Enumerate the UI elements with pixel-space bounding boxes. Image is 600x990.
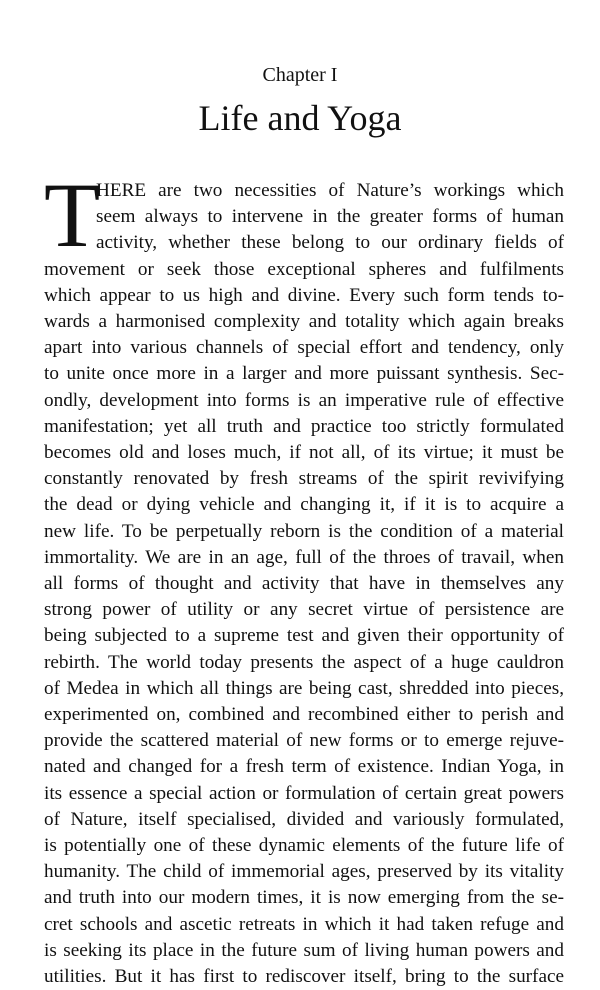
text-line: apart into various channels of special effort and tendency, only: [44, 337, 564, 359]
text-line: to unite once more in a larger and more puissant synthesis. Sec-: [44, 363, 564, 385]
text-line: HERE are two necessities of Nature’s workings which: [96, 180, 564, 201]
body-paragraph: [44, 164, 564, 990]
text-line: new life. To be perpetually reborn is the condition of a material: [44, 520, 564, 542]
text-line: nated and changed for a fresh term of existence. Indian Yoga, in: [44, 756, 564, 778]
text-line: ondly, development into forms is an imperative rule of effective: [44, 389, 564, 411]
text-line: which appear to us high and divine. Every such form tends to-: [44, 284, 564, 306]
text-line: humanity. The child of immemorial ages, preserved by its vitality: [44, 861, 564, 883]
text-line: utilities. But it has first to rediscover itself, bring to the surface: [44, 966, 564, 988]
chapter-label: Chapter I: [262, 64, 338, 86]
text-line: is potentially one of these dynamic elements of the future life of: [44, 835, 564, 857]
drop-cap: T: [44, 164, 101, 266]
text-line: manifestation; yet all truth and practice too strictly formulated: [44, 415, 564, 437]
text-line: immortality. We are in an age, full of the throes of travail, when: [44, 546, 564, 568]
text-line: strong power of utility or any secret virtue of persistence are: [44, 599, 564, 621]
text-line: its essence a special action or formulation of certain great powers: [44, 782, 564, 804]
text-line: of Medea in which all things are being cast, shredded into pieces,: [44, 677, 564, 699]
text-line: and truth into our modern times, it is now emerging from the se-: [44, 887, 564, 909]
text-line: all forms of thought and activity that have in themselves any: [44, 573, 564, 595]
text-line: of Nature, itself specialised, divided and variously formulated,: [44, 808, 564, 830]
text-line: seem always to intervene in the greater forms of human: [96, 206, 564, 228]
text-line: rebirth. The world today presents the aspect of a huge cauldron: [44, 651, 564, 673]
text-line: becomes old and loses much, if not all, of its virtue; it must be: [44, 442, 564, 464]
text-line: constantly renovated by fresh streams of the spirit revivifying: [44, 468, 564, 490]
text-line: cret schools and ascetic retreats in which it had taken refuge and: [44, 913, 564, 935]
text-line: wards a harmonised complexity and totality which again breaks: [44, 311, 564, 333]
text-line: movement or seek those exceptional spheres and fulfilments: [44, 258, 564, 280]
text-line: being subjected to a supreme test and given their opportunity of: [44, 625, 564, 647]
text-line: the dead or dying vehicle and changing it, if it is to acquire a: [44, 494, 564, 516]
text-line: activity, whether these belong to our ordinary fields of: [96, 232, 564, 254]
text-line: experimented on, combined and recombined either to perish and: [44, 704, 564, 726]
text-line: is seeking its place in the future sum of living human powers and: [44, 939, 564, 961]
text-line: provide the scattered material of new forms or to emerge rejuve-: [44, 730, 564, 752]
chapter-title: Life and Yoga: [198, 98, 402, 138]
